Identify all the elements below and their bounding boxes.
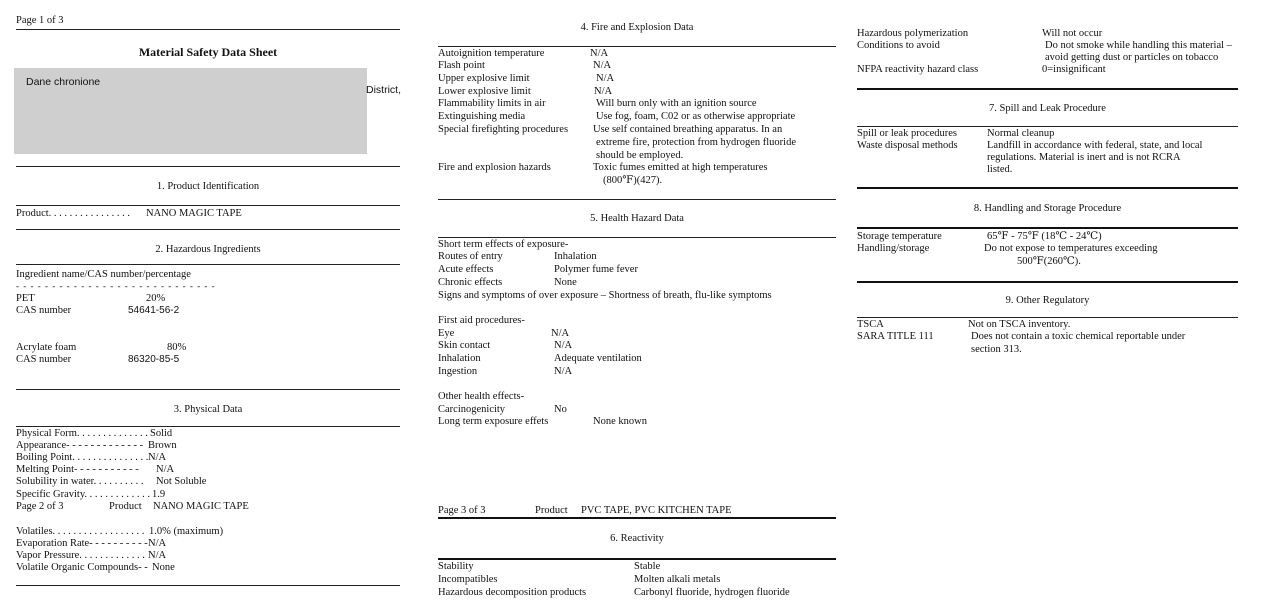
regulatory-value: Not on TSCA inventory. — [968, 319, 1071, 330]
property-label: Physical Form. . . . . . . . . . . . . . — [16, 428, 148, 439]
health-value: Adequate ventilation — [554, 353, 642, 364]
reactivity-value: Carbonyl fluoride, hydrogen fluoride — [634, 587, 790, 598]
section-heading: 2. Hazardous Ingredients — [155, 244, 261, 255]
spill-value: regulations. Material is inert and is not RCRA — [987, 152, 1181, 163]
divider — [16, 205, 400, 206]
property-value: N/A — [156, 464, 175, 475]
storage-value: 500℉(260℃). — [1017, 256, 1081, 267]
product-value: NANO MAGIC TAPE — [146, 208, 242, 219]
fire-value: N/A — [593, 60, 612, 71]
reactivity-label: NFPA reactivity hazard class — [857, 64, 979, 75]
health-value: N/A — [551, 328, 570, 339]
cas-number: 54641-56-2 — [128, 305, 180, 316]
divider — [857, 187, 1238, 189]
property-label: Boiling Point. . . . . . . . . . . . . . . — [16, 452, 149, 463]
regulatory-label: SARA TITLE 111 — [857, 331, 934, 342]
section-heading: 8. Handling and Storage Procedure — [973, 203, 1122, 214]
page-label: Page 1 of 3 — [16, 15, 64, 26]
health-value: N/A — [554, 340, 573, 351]
divider — [857, 281, 1238, 283]
health-value: None — [554, 277, 577, 288]
reactivity-label: Incompatibles — [438, 574, 498, 585]
health-value: Inhalation — [554, 251, 597, 262]
section-heading: 7. Spill and Leak Procedure — [989, 103, 1106, 114]
health-label: Chronic effects — [438, 277, 503, 288]
fire-label: Special firefighting procedures — [438, 124, 569, 135]
health-value: None known — [593, 416, 647, 427]
section-heading: 9. Other Regulatory — [1005, 295, 1090, 306]
fire-label: Autoignition temperature — [438, 48, 545, 59]
storage-label: Handling/storage — [857, 243, 930, 254]
product-value: NANO MAGIC TAPE — [153, 501, 249, 512]
spill-value: listed. — [987, 164, 1013, 175]
divider — [16, 426, 400, 427]
section-heading: 5. Health Hazard Data — [590, 213, 684, 224]
divider — [438, 517, 836, 519]
cas-label: CAS number — [16, 354, 72, 365]
property-label: Specific Gravity. . . . . . . . . . . . . — [16, 489, 151, 500]
spill-value: Normal cleanup — [987, 128, 1055, 139]
property-value: Solid — [150, 428, 173, 439]
spill-value: Landfill in accordance with federal, state, and local — [987, 140, 1203, 151]
health-subheading: First aid procedures- — [438, 315, 525, 326]
divider — [438, 558, 836, 560]
product-label: Product — [109, 501, 142, 512]
divider — [16, 29, 400, 30]
property-label: Vapor Pressure. . . . . . . . . . . . . — [16, 550, 145, 561]
divider — [438, 46, 836, 47]
redaction-box — [14, 68, 367, 154]
divider — [438, 199, 836, 200]
storage-value: 65℉ - 75℉ (18℃ - 24℃) — [987, 231, 1102, 242]
property-label: Evaporation Rate- - - - - - - - - - — [16, 538, 148, 549]
page-label: Page 2 of 3 — [16, 501, 64, 512]
reactivity-value: Will not occur — [1042, 28, 1103, 39]
reactivity-value: Do not smoke while handling this material – — [1045, 40, 1232, 51]
divider — [438, 237, 836, 238]
regulatory-value: section 313. — [971, 344, 1022, 355]
fire-value: Use self contained breathing apparatus. In an — [593, 124, 783, 135]
property-value: N/A — [148, 452, 167, 463]
health-label: Eye — [438, 328, 455, 339]
fire-label: Extinguishing media — [438, 111, 526, 122]
regulatory-value: Does not contain a toxic chemical reportable under — [971, 331, 1186, 342]
reactivity-label: Hazardous polymerization — [857, 28, 969, 39]
health-label: Carcinogenicity — [438, 404, 506, 415]
reactivity-label: Conditions to avoid — [857, 40, 940, 51]
divider — [16, 229, 400, 230]
fire-label: Lower explosive limit — [438, 86, 531, 97]
ingredient-percentage: 80% — [167, 342, 187, 353]
divider — [857, 227, 1238, 229]
health-value: Polymer fume fever — [554, 264, 638, 275]
reactivity-label: Hazardous decomposition products — [438, 587, 587, 598]
redaction-label: Dane chronione — [26, 76, 101, 88]
health-label: Ingestion — [438, 366, 478, 377]
section-heading: 4. Fire and Explosion Data — [580, 22, 694, 33]
divider — [16, 389, 400, 390]
property-label: Melting Point- - - - - - - - - - - — [16, 464, 139, 475]
section-heading: 3. Physical Data — [173, 404, 243, 415]
health-subheading: Short term effects of exposure- — [438, 239, 569, 250]
fire-value: Use fog, foam, C02 or as otherwise appropriate — [596, 111, 796, 122]
property-value: Brown — [148, 440, 177, 451]
property-label: Solubility in water. . . . . . . . . . — [16, 476, 144, 487]
regulatory-label: TSCA — [857, 319, 884, 330]
property-value: Not Soluble — [156, 476, 207, 487]
fire-label: Flammability limits in air — [438, 98, 546, 109]
reactivity-value: Stable — [634, 561, 661, 572]
health-label: Inhalation — [438, 353, 481, 364]
fire-label: Flash point — [438, 60, 485, 71]
ingredient-name: PET — [16, 293, 35, 304]
document-title: Material Safety Data Sheet — [138, 45, 278, 59]
health-value: No — [554, 404, 567, 415]
divider — [16, 166, 400, 167]
fire-label: Upper explosive limit — [438, 73, 530, 84]
ingredient-percentage: 20% — [146, 293, 166, 304]
health-label: Long term exposure effets — [438, 416, 549, 427]
fire-value: N/A — [590, 48, 609, 59]
reactivity-value: avoid getting dust or particles on tobacco — [1045, 52, 1219, 63]
property-value: N/A — [148, 550, 167, 561]
health-label: Routes of entry — [438, 251, 503, 262]
divider — [16, 585, 400, 586]
fire-value: Toxic fumes emitted at high temperatures — [593, 162, 768, 173]
dash-rule: - - - - - - - - - - - - - - - - - - - - - - - - - - - - — [16, 281, 216, 291]
property-label: Volatiles. . . . . . . . . . . . . . . . . . — [16, 526, 145, 537]
spill-label: Spill or leak procedures — [857, 128, 958, 139]
divider — [857, 88, 1238, 90]
fire-value: (800℉)(427). — [603, 175, 663, 186]
page-label: Page 3 of 3 — [438, 505, 486, 516]
health-label: Acute effects — [438, 264, 494, 275]
divider — [16, 264, 400, 265]
property-label: Volatile Organic Compounds- - — [16, 562, 148, 573]
ingredient-header: Ingredient name/CAS number/percentage — [16, 269, 191, 280]
ingredient-name: Acrylate foam — [16, 342, 77, 353]
product-label: Product. . . . . . . . . . . . . . . . — [16, 208, 131, 219]
fire-value: extreme fire, protection from hydrogen fluoride — [596, 137, 797, 148]
reactivity-label: Stability — [438, 561, 474, 572]
divider — [857, 126, 1238, 127]
health-value: N/A — [554, 366, 573, 377]
storage-value: Do not expose to temperatures exceeding — [984, 243, 1158, 254]
section-heading: 1. Product Identification — [156, 181, 260, 192]
reactivity-value: Molten alkali metals — [634, 574, 721, 585]
health-subheading: Other health effects- — [438, 391, 525, 402]
fire-value: should be employed. — [596, 150, 684, 161]
cas-label: CAS number — [16, 305, 72, 316]
divider — [857, 317, 1238, 318]
cas-number: 86320-85-5 — [128, 354, 180, 365]
product-value: PVC TAPE, PVC KITCHEN TAPE — [581, 505, 732, 516]
property-value: None — [152, 562, 175, 573]
overflow-fragment: District, — [366, 84, 401, 96]
health-signs: Signs and symptoms of over exposure – Shortness of breath, flu-like symptoms — [438, 290, 772, 301]
fire-label: Fire and explosion hazards — [438, 162, 551, 173]
property-value: 1.9 — [152, 489, 166, 500]
property-value: 1.0% (maximum) — [149, 526, 224, 537]
fire-value: N/A — [596, 73, 615, 84]
product-label: Product — [535, 505, 568, 516]
reactivity-value: 0=insignificant — [1042, 64, 1106, 75]
section-heading: 6. Reactivity — [610, 533, 664, 544]
fire-value: N/A — [594, 86, 613, 97]
fire-value: Will burn only with an ignition source — [596, 98, 757, 109]
property-value: N/A — [148, 538, 167, 549]
spill-label: Waste disposal methods — [857, 140, 958, 151]
property-label: Appearance- - - - - - - - - - - - - — [16, 440, 144, 451]
health-label: Skin contact — [438, 340, 491, 351]
storage-label: Storage temperature — [857, 231, 942, 242]
